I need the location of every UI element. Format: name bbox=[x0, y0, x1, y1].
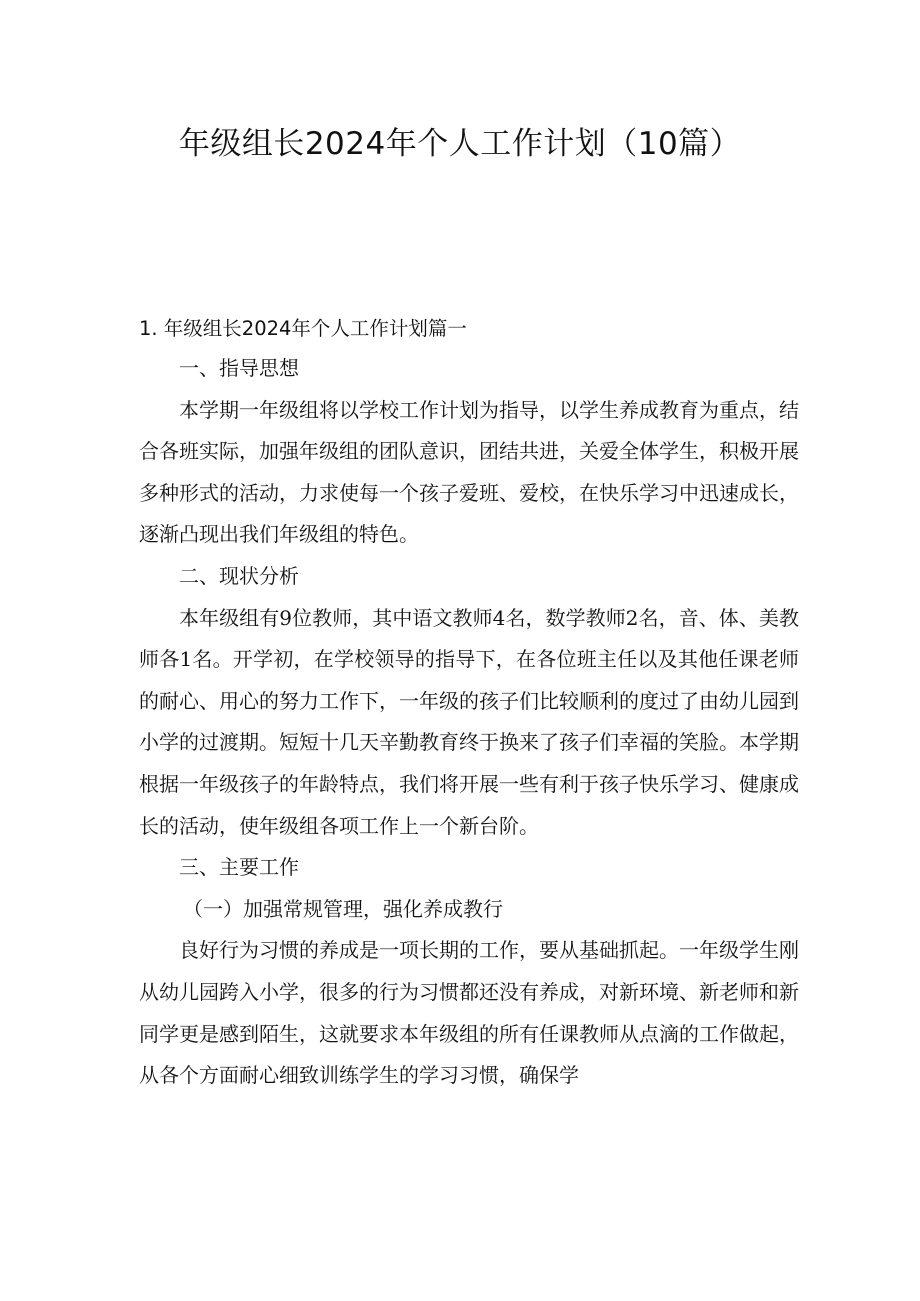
heading-guiding-thought: 一、指导思想 bbox=[179, 356, 299, 380]
document-title: 年级组长2024年个人工作计划（10篇） bbox=[178, 126, 742, 162]
paragraph-status-analysis: 本年级组有9位教师，其中语文教师4名，数学教师2名，音、体、美教师各1名。开学初，在学校领导的指导下，在各位班主任以及其他任课老师的耐心、用心的努力工作下，一年级的孩子们比较顺利的度过了由幼儿园到小学的过渡期。短短十几天辛勤教育终于换来了孩子们幸福的笑脸。本学期根据一年级孩子的年龄特点，我们将开展一些有利于孩子快乐学习、健康成长的活动，使年级组各项工作上一个新台阶。 bbox=[139, 605, 799, 838]
subheading-routine-management: （一）加强常规管理，强化养成教行 bbox=[183, 896, 503, 921]
paragraph-guiding-thought: 本学期一年级组将以学校工作计划为指导，以学生养成教育为重点，结合各班实际，加强年级组的团队意识，团结共进，关爱全体学生，积极开展多种形式的活动，力求使每一个孩子爱班、爱校，在快乐学习中迅速成长，逐渐凸现出我们年级组的特色。 bbox=[139, 397, 799, 547]
document-body bbox=[139, 348, 799, 1097]
paragraph-routine-management: 良好行为习惯的养成是一项长期的工作，要从基础抓起。一年级学生刚从幼儿园跨入小学，很多的行为习惯都还没有养成，对新环境、新老师和新同学更是感到陌生，这就要求本年级组的所有任课教师从点滴的工作做起，从各个方面耐心细致训练学生的学习习惯，确保学 bbox=[139, 938, 799, 1088]
heading-status-analysis: 二、现状分析 bbox=[179, 563, 299, 588]
section-heading: 1. 年级组长2024年个人工作计划篇一 bbox=[139, 317, 467, 340]
heading-main-work: 三、主要工作 bbox=[179, 855, 299, 880]
